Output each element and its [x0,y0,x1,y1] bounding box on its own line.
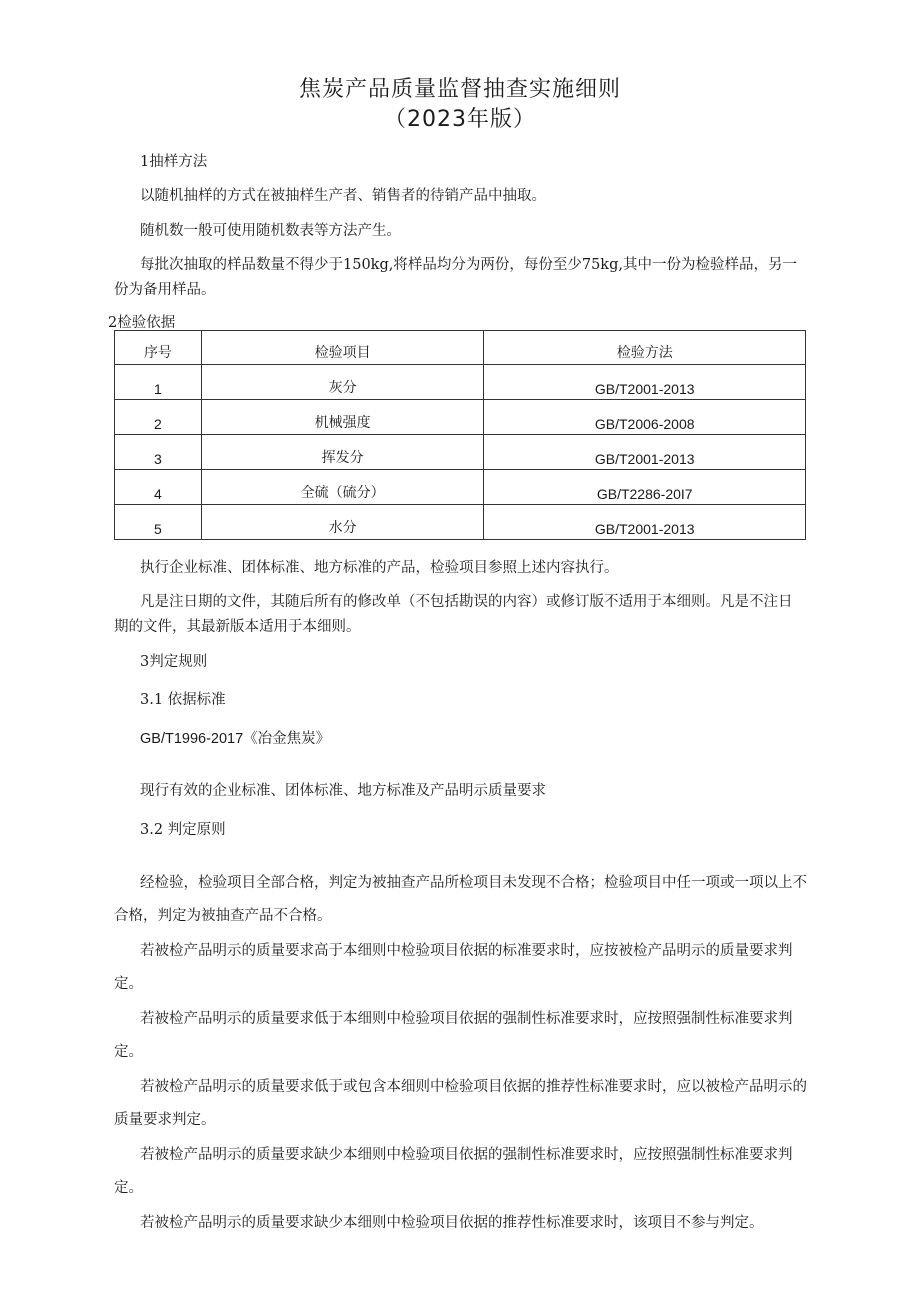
rule-paragraph: 若被检产品明示的质量要求高于本细则中检验项目依据的标准要求时，应按被检产品明示的质量要求判定。 [114,943,793,992]
table-row [115,505,806,540]
section-1-heading: 1抽样方法 [140,154,208,170]
table-row [115,435,806,470]
row-method: GB/T2001-2013 [484,435,806,470]
row-item: 水分 [201,505,484,540]
rule-paragraph: 若被检产品明示的质量要求缺少本细则中检验项目依据的强制性标准要求时，应按照强制性标准要求判定。 [114,1147,793,1196]
row-method: GB/T2001-2013 [484,505,806,540]
table-row [115,365,806,400]
row-item: 全硫（硫分） [201,470,484,505]
rule-paragraph: 若被检产品明示的质量要求低于本细则中检验项目依据的强制性标准要求时，应按照强制性标准要求判定。 [114,1011,793,1060]
row-method: GB/T2286-20I7 [484,470,806,505]
section-3-heading: 3判定规则 [140,654,208,670]
header-method: 检验方法 [484,331,806,365]
row-method: GB/T2001-2013 [484,365,806,400]
note-dated-references: 凡是注日期的文件，其随后所有的修改单（不包括勘误的内容）或修订版不适用于本细则。凡是不注日期的文件，其最新版本适用于本细则。 [114,594,793,635]
row-seq: 5 [115,505,202,540]
document-title: 焦炭产品质量监督抽查实施细则 [298,77,621,102]
row-method: GB/T2006-2008 [484,400,806,435]
section-2-heading: 2检验依据 [108,315,176,331]
header-seq: 序号 [115,331,202,365]
sampling-paragraph-3: 每批次抽取的样品数量不得少于150kg,将样品均分为两份，每份至少75kg,其中一份为检验样品，另一份为备用样品。 [114,257,797,298]
standard-reference: GB/T1996-2017《冶金焦炭》 [140,731,331,747]
standard-reference-2: 现行有效的企业标准、团体标准、地方标准及产品明示质量要求 [140,783,546,799]
rule-paragraph: 若被检产品明示的质量要求缺少本细则中检验项目依据的推荐性标准要求时，该项目不参与判定。 [140,1215,764,1231]
row-seq: 3 [115,435,202,470]
row-seq: 4 [115,470,202,505]
row-item: 挥发分 [201,435,484,470]
rule-paragraph: 若被检产品明示的质量要求低于或包含本细则中检验项目依据的推荐性标准要求时，应以被检产品明示的质量要求判定。 [114,1079,807,1128]
document-edition: （2023年版） [384,107,536,132]
header-item: 检验项目 [201,331,484,365]
row-item: 机械强度 [201,400,484,435]
inspection-table [114,330,806,540]
sampling-paragraph-1: 以随机抽样的方式在被抽样生产者、销售者的待销产品中抽取。 [140,188,546,204]
table-header-row [115,331,806,365]
note-standards: 执行企业标准、团体标准、地方标准的产品，检验项目参照上述内容执行。 [140,560,619,576]
row-item: 灰分 [201,365,484,400]
rule-paragraph: 经检验，检验项目全部合格，判定为被抽查产品所检项目未发现不合格；检验项目中任一项或一项以上不合格，判定为被抽查产品不合格。 [114,875,807,924]
sampling-paragraph-2: 随机数一般可使用随机数表等方法产生。 [140,223,401,239]
row-seq: 2 [115,400,202,435]
table-row [115,470,806,505]
subsection-3-1: 3.1 依据标准 [140,692,226,708]
row-seq: 1 [115,365,202,400]
table-row [115,400,806,435]
subsection-3-2: 3.2 判定原则 [140,822,226,838]
